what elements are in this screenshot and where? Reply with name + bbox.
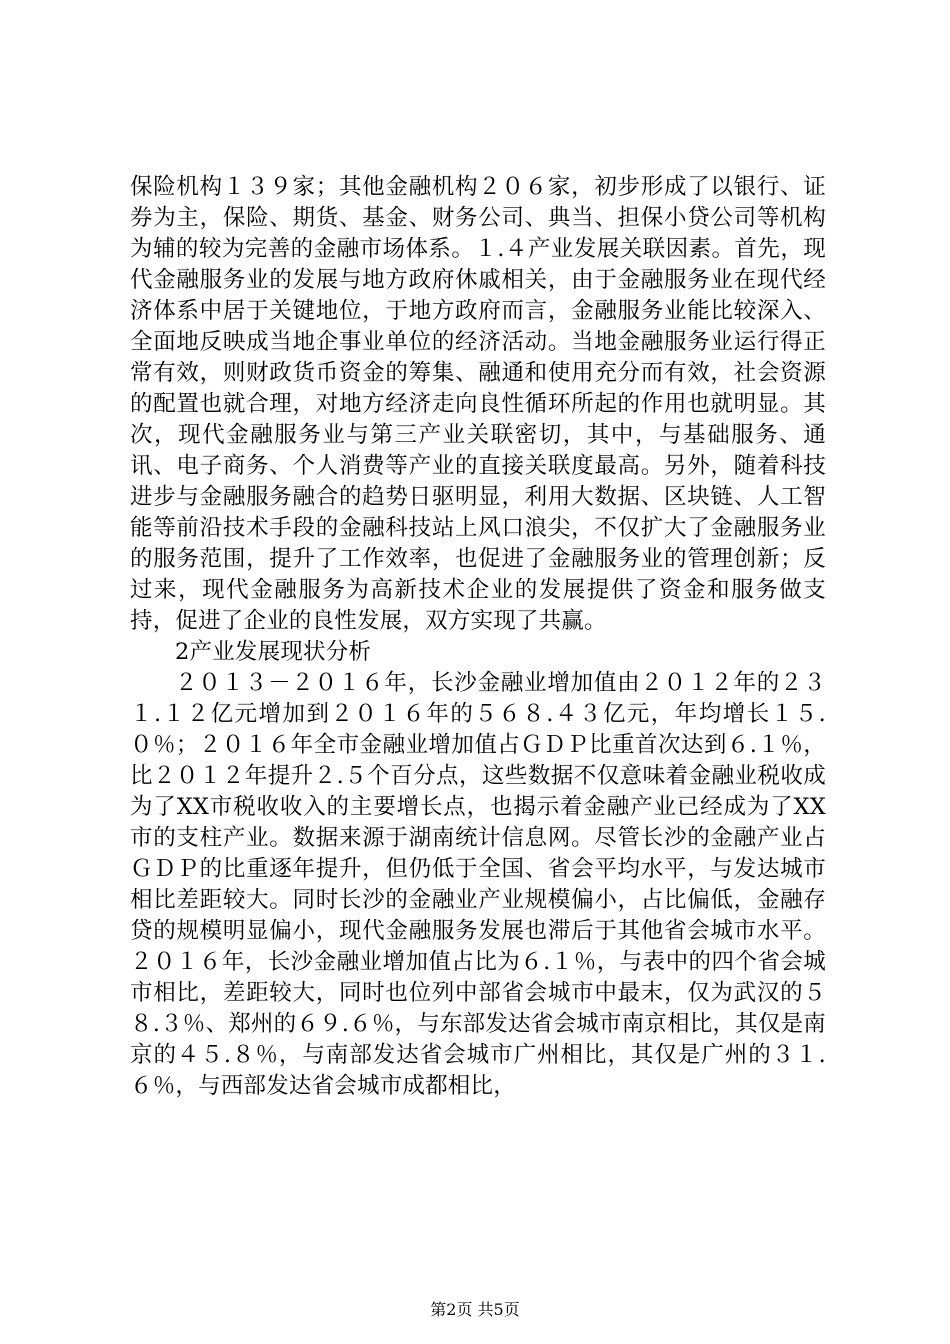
section-heading: 2产业发展现状分析 [175,639,372,665]
page-number-footer: 第2页 共5页 [430,1300,520,1319]
paragraph-continuation: 保险机构１３９家；其他金融机构２０６家，初步形成了以银行、证券为主，保险、期货、基金、财务公司、典当、担保小贷公司等机构为辅的较为完善的金融市场体系。１.４产业发展关联因素。首先，现代金融服务业的发展与地方政府休戚相关，由于金融服务业在现代经济体系中居于关键地位，于地方政府而言，金融服务业能比较深入、全面地反映成当地企事业单位的经济活动。当地金融服务业运行得正常有效，则财政货币资金的筹集、融通和使用充分而有效，社会资源的配置也就合理，对地方经济走向良性循环所起的作用也就明显。其次，现代金融服务业与第三产业关联密切，其中，与基础服务、通讯、电子商务、个人消费等产业的直接关联度最高。另外，随着科技进步与金融服务融合的趋势日驱明显，利用大数据、区块链、人工智能等前沿技术手段的金融科技站上风口浪尖，不仅扩大了金融服务业的服务范围，提升了工作效率，也促进了金融服务业的管理创新；反过来，现代金融服务为高新技术企业的发展提供了资金和服务做支持，促进了企业的良性发展，双方实现了共赢。 [130,174,826,634]
document-body [130,172,826,1102]
paragraph-analysis: ２０１３－２０１６年，长沙金融业增加值由２０１２年的２３１.１２亿元增加到２０１６年的５６８.４３亿元，年均增长１５.０％；２０１６年全市金融业增加值占ＧＤＰ比重首次达到６.１％，比２０１２年提升２.５个百分点，这些数据不仅意味着金融业税收成为了XX市税收收入的主要增长点，也揭示着金融产业已经成为了XX市的支柱产业。数据来源于湖南统计信息网。尽管长沙的金融产业占ＧＤＰ的比重逐年提升，但仍低于全国、省会平均水平，与发达城市相比差距较大。同时长沙的金融业产业规模偏小，占比偏低，金融存贷的规模明显偏小，现代金融服务发展也滞后于其他省会城市水平。２０１６年，长沙金融业增加值占比为６.１％，与表中的四个省会城市相比，差距较大，同时也位列中部省会城市中最末，仅为武汉的５８.３％、郑州的６９.６％，与东部发达省会城市南京相比，其仅是南京的４５.８％，与南部发达省会城市广州相比，其仅是广州的３１.６％，与西部发达省会城市成都相比， [130,670,826,1099]
